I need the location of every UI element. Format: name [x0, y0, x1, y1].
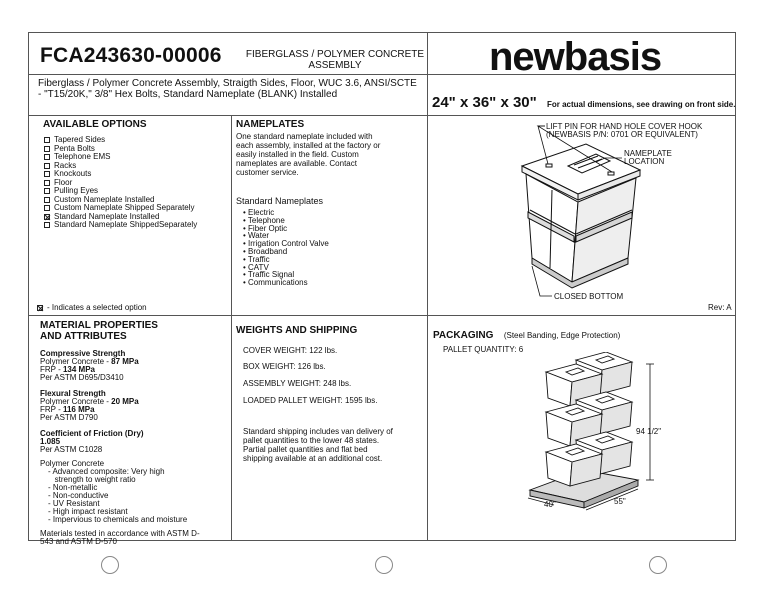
shipping-note: Standard shipping includes van delivery of pallet quantities to the lower 48 states. Partial pallet quantities and flat bed shipping available at an additional cost. [243, 427, 393, 463]
dimensions: 24" x 36" x 30" [432, 94, 537, 111]
description-divider [28, 115, 736, 116]
option-label: Racks [54, 160, 77, 170]
packaging-header [433, 325, 620, 343]
nameplate-type: • Traffic [243, 256, 329, 264]
options-title: AVAILABLE OPTIONS [43, 119, 147, 130]
unchecked-box-icon [44, 163, 50, 169]
nameplate-type: • Water [243, 232, 329, 240]
packaging-title: PACKAGING [433, 330, 494, 341]
revision: Rev: A [708, 303, 732, 312]
material-properties [40, 320, 225, 546]
weights-title: WEIGHTS AND SHIPPING [236, 325, 358, 336]
material-title-2: AND ATTRIBUTES [40, 331, 127, 342]
binder-hole-right [649, 556, 667, 574]
unchecked-box-icon [44, 154, 50, 160]
option-label: Tapered Sides [54, 135, 106, 144]
nameplate-type: • Communications [243, 279, 329, 287]
section-divider [28, 315, 736, 316]
loaded-pallet-weight: LOADED PALLET WEIGHT: 1595 lbs. [243, 396, 378, 405]
cs-polymer: Polymer Concrete - 87 MPa [40, 357, 139, 366]
polymer-concrete-attributes [40, 468, 225, 524]
friction-value: 1.085 [40, 437, 61, 446]
polymer-attribute: - Impervious to chemicals and moisture [48, 515, 188, 524]
polymer-attribute: - Advanced composite: Very high [48, 467, 165, 476]
nameplate-type: • Irrigation Control Valve [243, 240, 329, 248]
materials-tested-note: Materials tested in accordance with ASTM D-543 and ASTM D-570 [40, 529, 200, 546]
unchecked-box-icon [44, 222, 50, 228]
nameplates-list-title: Standard Nameplates [236, 196, 324, 206]
option-label: Pulling Eyes [54, 186, 99, 195]
option-item [44, 221, 197, 230]
nameplate-type: • CATV [243, 264, 329, 272]
polymer-concrete-title: Polymer Concrete [40, 459, 105, 468]
polymer-attribute: - Non-conductive [48, 491, 109, 500]
unchecked-box-icon [44, 137, 50, 143]
unchecked-box-icon [44, 171, 50, 177]
nameplates-title: NAMEPLATES [236, 119, 305, 130]
stacked-handhole [546, 444, 602, 486]
dimensions-note: For actual dimensions, see drawing on front side. [547, 100, 736, 109]
options-list [44, 136, 197, 230]
nameplates-body: One standard nameplate included with each assembly, installed at the factory or easily installed in the field. Custom nameplates are available. Contact customer service. [236, 132, 381, 177]
material-title-1: MATERIAL PROPERTIES [40, 320, 158, 331]
product-description: Fiberglass / Polymer Concrete Assembly, Straigth Sides, Floor, WUC 3.6, ANSI/SCTE - "T15/20K," 3/8" Hex Bolts, Standard Nameplate (BLANK) Installed [38, 78, 417, 100]
option-label: Standard Nameplate ShippedSeparately [54, 220, 198, 229]
packaging-subtitle: (Steel Banding, Edge Protection) [503, 331, 621, 340]
polymer-attribute: - Non-metallic [48, 483, 98, 492]
closed-bottom-label: CLOSED BOTTOM [554, 292, 624, 301]
binder-hole-center [375, 556, 393, 574]
option-label: Custom Nameplate Shipped Separately [54, 203, 195, 212]
cs-astm: Per ASTM D695/D3410 [40, 373, 124, 382]
option-label: Knockouts [54, 169, 92, 178]
nameplate-type: • Telephone [243, 217, 329, 225]
polymer-attribute: strength to weight ratio [48, 475, 136, 484]
flexural-strength-title: Flexural Strength [40, 389, 106, 398]
option-label: Floor [54, 177, 73, 187]
nameplate-type: • Broadband [243, 248, 329, 256]
handhole-drawing [500, 118, 680, 313]
nameplate-location-label: NAMEPLATE [624, 149, 672, 158]
nameplate-location-label-2: LOCATION [624, 157, 665, 166]
pallet-quantity: PALLET QUANTITY: 6 [443, 345, 524, 354]
unchecked-box-icon [44, 188, 50, 194]
unchecked-box-icon [44, 146, 50, 152]
friction-astm: Per ASTM C1028 [40, 445, 103, 454]
fs-astm: Per ASTM D790 [40, 413, 98, 422]
unchecked-box-icon [44, 197, 50, 203]
unchecked-box-icon [44, 180, 50, 186]
pallet-height: 94 1/2" [636, 427, 662, 436]
options-legend [37, 304, 147, 313]
nameplate-type: • Electric [243, 209, 329, 217]
fs-polymer: Polymer Concrete - 20 MPa [40, 397, 139, 406]
options-legend-text: - Indicates a selected option [47, 303, 147, 312]
assembly-weight: ASSEMBLY WEIGHT: 248 lbs. [243, 379, 352, 388]
nameplates-list [236, 209, 329, 287]
compressive-strength-title: Compressive Strength [40, 349, 126, 358]
cs-frp: FRP - 134 MPa [40, 365, 95, 374]
polymer-attribute: - High impact resistant [48, 507, 128, 516]
newbasis-logo [487, 30, 667, 79]
box-weight: BOX WEIGHT: 126 lbs. [243, 362, 326, 371]
fs-frp: FRP - 116 MPa [40, 405, 95, 414]
friction-title: Coefficient of Friction (Dry) [40, 429, 144, 438]
option-label: Penta Bolts [54, 143, 95, 153]
column-divider-2 [427, 115, 428, 541]
pallet-width: 40" [544, 500, 556, 509]
cover-weight: COVER WEIGHT: 122 lbs. [243, 346, 338, 355]
binder-hole-left [101, 556, 119, 574]
pallet-length: 55" [614, 497, 626, 506]
nameplate-type: • Fiber Optic [243, 225, 329, 233]
lift-pin-label: LIFT PIN FOR HAND HOLE COVER HOOK [546, 122, 703, 131]
checked-box-icon [37, 305, 43, 311]
checked-box-icon [44, 214, 50, 220]
unchecked-box-icon [44, 205, 50, 211]
nameplate-type: • Traffic Signal [243, 271, 329, 279]
part-number: FCA243630-00006 [40, 44, 222, 67]
option-label: Standard Nameplate Installed [54, 211, 160, 221]
header-vertical-divider [427, 32, 428, 115]
logo-text: newbasis [489, 35, 662, 74]
polymer-attribute: - UV Resistant [48, 499, 100, 508]
product-type: FIBERGLASS / POLYMER CONCRETE ASSEMBLY [245, 49, 425, 71]
column-divider-1 [231, 115, 232, 541]
option-label: Custom Nameplate Installed [54, 194, 155, 204]
option-label: Telephone EMS [54, 152, 111, 161]
lift-pin-label-2: (NEWBASIS P/N: 0701 OR EQUIVALENT) [546, 130, 698, 139]
